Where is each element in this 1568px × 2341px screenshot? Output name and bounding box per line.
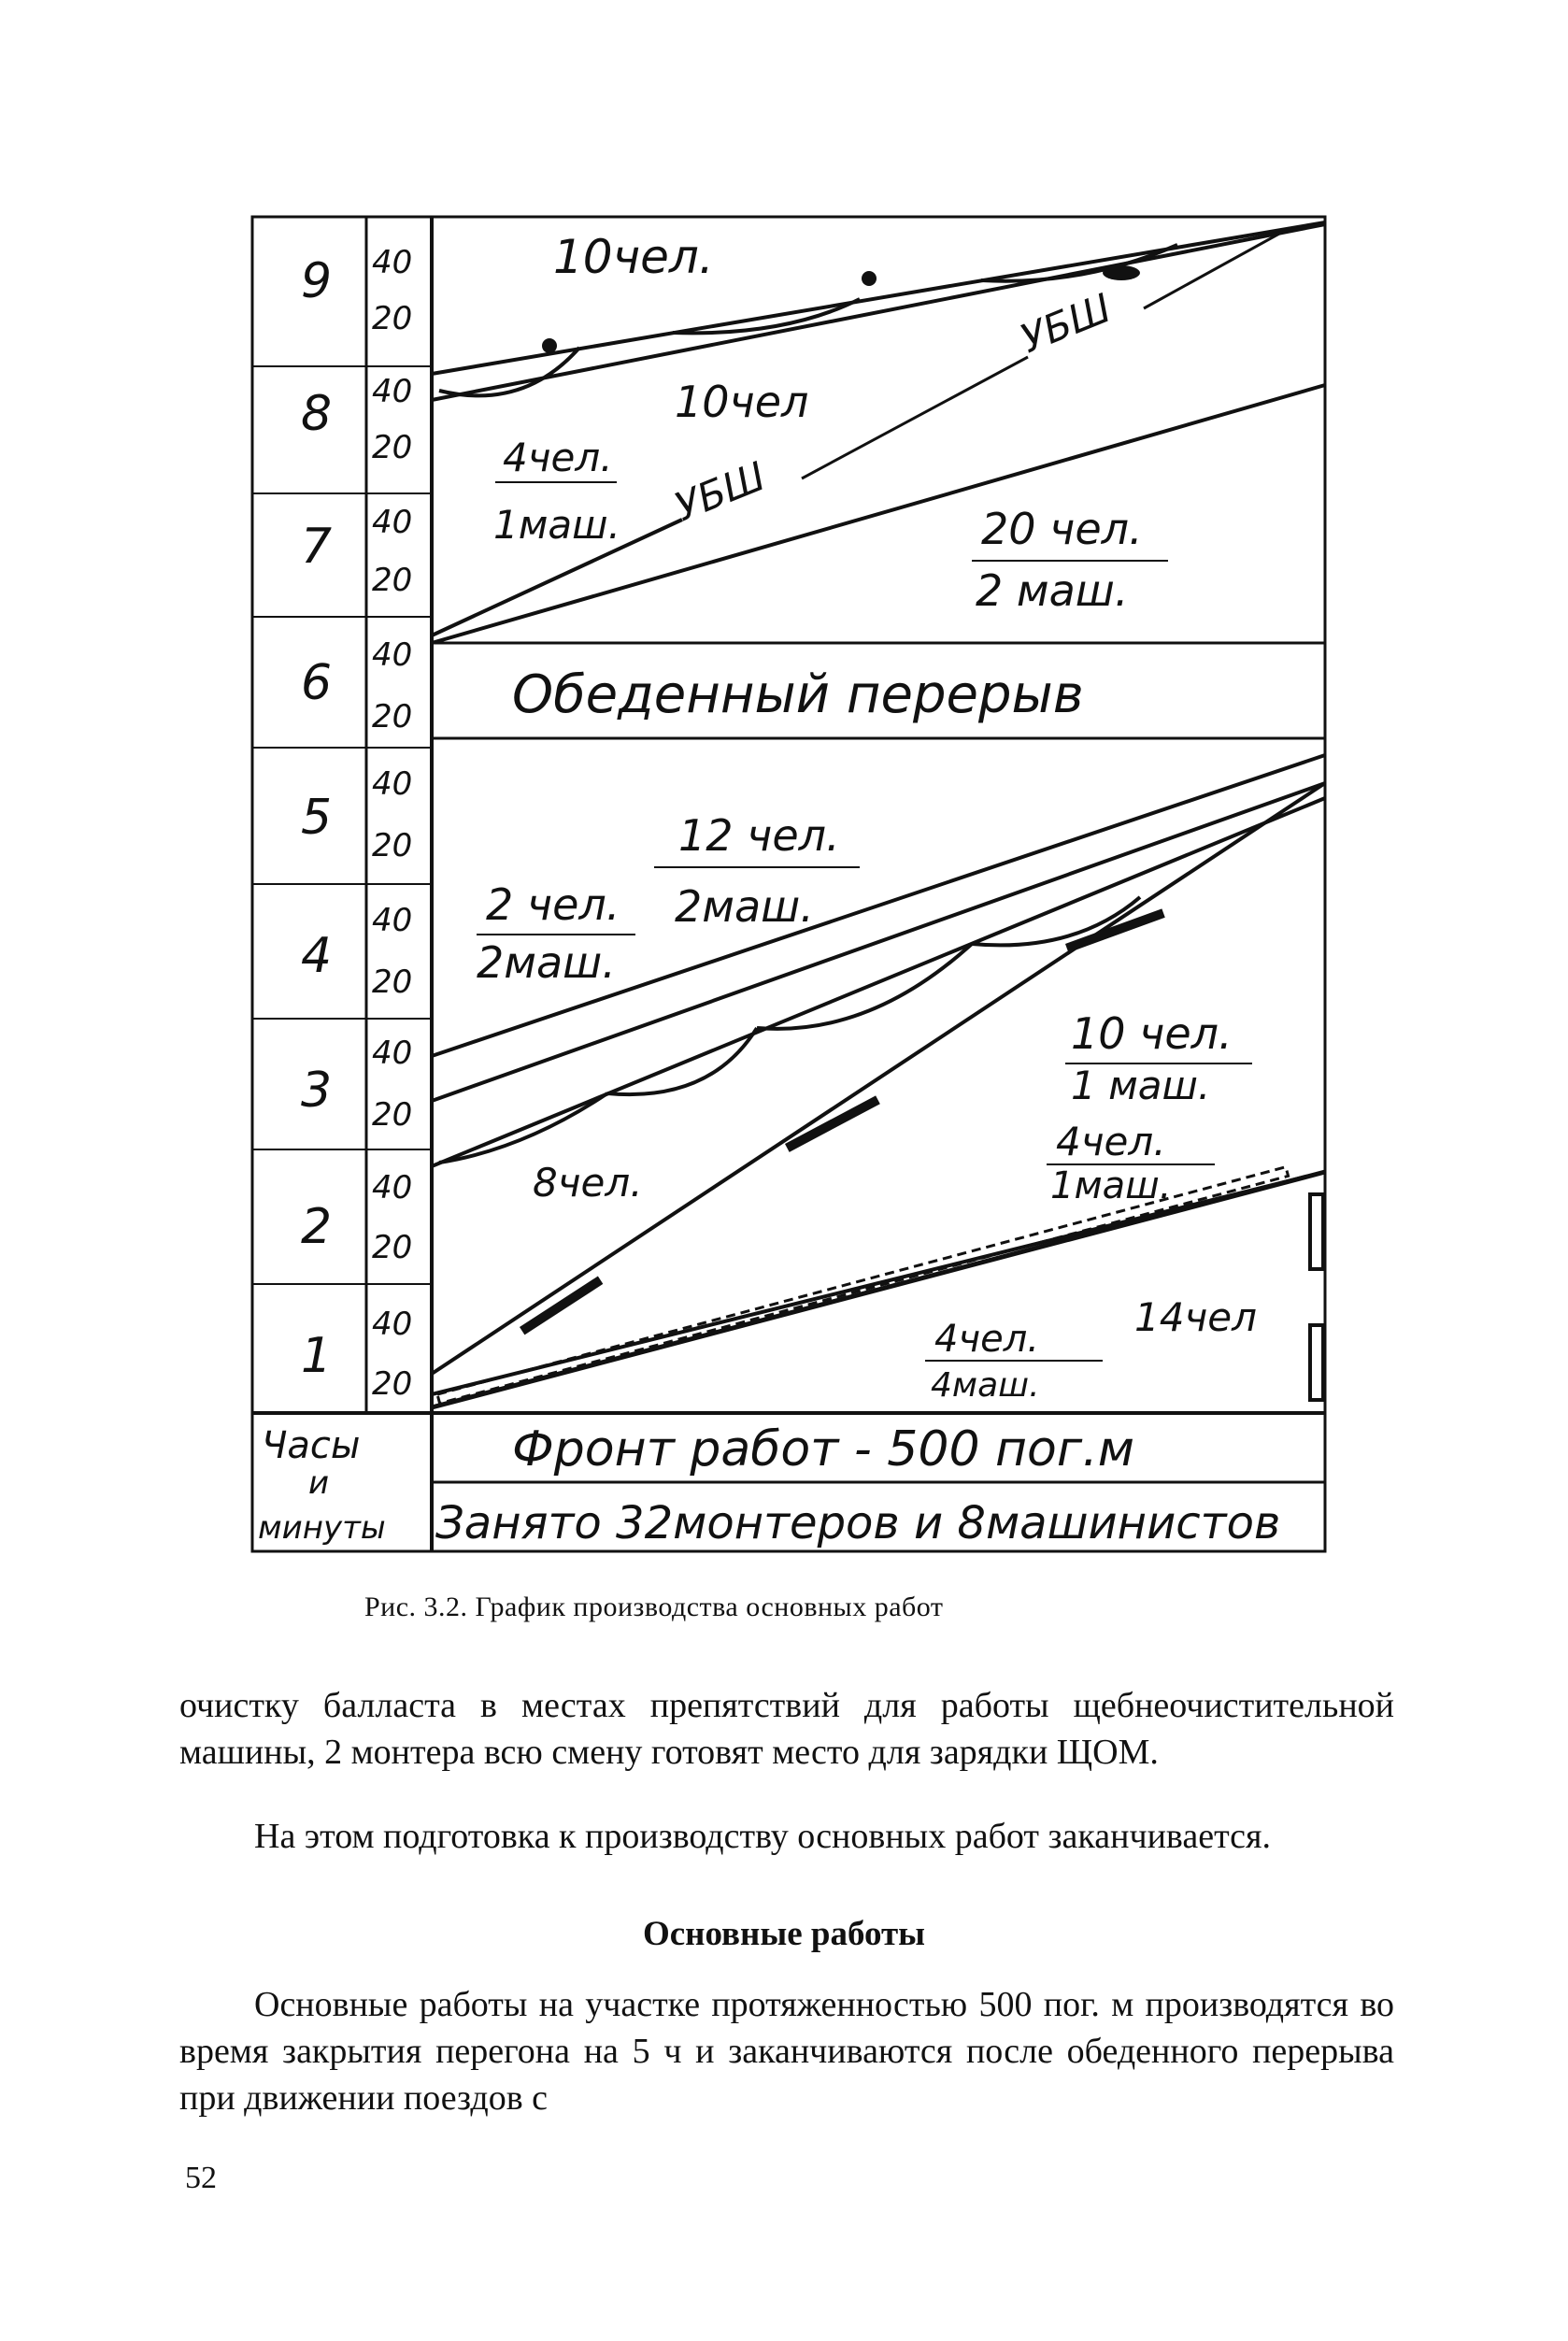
figure-caption: Рис. 3.2. График производства основных работ <box>364 1592 944 1622</box>
progress-line <box>432 1172 1325 1407</box>
label-20-people: 20 чел. <box>981 504 1143 554</box>
section-heading: Основные работы <box>642 1915 926 1953</box>
label-2-people: 2 чел. <box>486 879 620 930</box>
hour-row-1 <box>301 1306 412 1403</box>
label-8-people: 8чел. <box>533 1160 643 1206</box>
label-4-people-c: 4чел. <box>934 1318 1039 1361</box>
label-1-machine-b: 1 маш. <box>1071 1063 1211 1108</box>
corner-label-minutes: минуты <box>258 1509 386 1547</box>
hour-label-3: 3 <box>301 1063 333 1119</box>
staff-count-label: Занято 32монтеров и 8машинистов <box>435 1497 1281 1549</box>
minute-tick-40: 40 <box>372 636 413 674</box>
label-2-machines-c: 2маш. <box>477 937 616 988</box>
hour-row-5 <box>301 765 412 864</box>
hour-label-9: 9 <box>301 253 333 309</box>
corner-label-hours: Часы <box>262 1424 361 1467</box>
hour-row-3 <box>301 1035 412 1134</box>
hour-label-2: 2 <box>301 1199 333 1255</box>
minute-tick-20: 20 <box>372 429 413 466</box>
minute-tick-20: 20 <box>372 1096 413 1134</box>
minute-tick-20: 20 <box>372 1229 413 1266</box>
minute-tick-40: 40 <box>372 373 413 410</box>
minute-tick-40: 40 <box>372 1035 413 1072</box>
minute-tick-40: 40 <box>372 1169 413 1206</box>
hour-label-5: 5 <box>301 790 333 846</box>
ubsh-line <box>802 357 1028 478</box>
hour-rows <box>252 244 432 1403</box>
minute-tick-40: 40 <box>372 244 413 281</box>
label-12-people: 12 чел. <box>678 810 840 861</box>
label-4-people-b: 4чел. <box>1056 1119 1166 1164</box>
corner-label-and: и <box>308 1464 330 1502</box>
minute-tick-20: 20 <box>372 964 413 1001</box>
minute-tick-40: 40 <box>372 765 413 803</box>
minute-tick-40: 40 <box>372 504 413 541</box>
hour-label-4: 4 <box>301 928 333 984</box>
hour-label-1: 1 <box>301 1328 333 1384</box>
label-1-machine-c: 1маш. <box>1050 1164 1172 1207</box>
hour-row-2 <box>301 1169 412 1266</box>
hour-label-6: 6 <box>301 655 333 711</box>
label-1-machine: 1маш. <box>493 502 620 548</box>
minute-tick-40: 40 <box>372 902 413 939</box>
hour-row-8 <box>301 373 412 466</box>
equipment-bracket <box>1310 1325 1323 1400</box>
label-ubsh: УБШ <box>1014 284 1118 363</box>
label-4-machines: 4маш. <box>931 1366 1040 1405</box>
page-number: 52 <box>185 2161 217 2195</box>
label-ubsh: УБШ <box>668 452 772 531</box>
paragraph-ballast-cleaning: очистку балласта в местах препятствий для работы щебнеочистительной машины, 2 монтера всю смену готовят место для зарядки ЩОМ. <box>179 1686 1394 1772</box>
label-10-people-low: 10 чел. <box>1071 1008 1233 1059</box>
minute-tick-20: 20 <box>372 1365 413 1403</box>
machine-marker <box>1103 265 1140 280</box>
hour-row-4 <box>301 902 412 1001</box>
label-4-people: 4чел. <box>503 435 613 480</box>
label-2-machines: 2 маш. <box>976 565 1129 616</box>
minute-tick-20: 20 <box>372 300 413 337</box>
worker-marker <box>862 271 877 286</box>
minute-tick-20: 20 <box>372 562 413 599</box>
equipment-bracket <box>1310 1194 1323 1269</box>
label-10-people-top: 10чел. <box>553 230 714 284</box>
label-14-people: 14чел <box>1134 1294 1257 1340</box>
minute-tick-40: 40 <box>372 1306 413 1343</box>
hour-row-6 <box>301 636 412 735</box>
work-arc <box>439 348 579 395</box>
label-10-people-mid: 10чел <box>675 377 809 427</box>
label-2-machines-b: 2маш. <box>675 881 814 932</box>
hour-label-8: 8 <box>301 386 333 442</box>
paragraph-main-works: Основные работы на участке протяженностью 500 пог. м производятся во время закрытия перегона на 5 ч и заканчиваются после обеденного перерыва при движении поездов с <box>179 1985 1394 2118</box>
hour-label-7: 7 <box>301 519 333 575</box>
hour-row-7 <box>301 504 412 599</box>
minute-tick-20: 20 <box>372 698 413 735</box>
worker-marker <box>542 338 557 353</box>
work-front-label: Фронт работ - 500 пог.м <box>512 1421 1134 1477</box>
machine-marker <box>785 1095 880 1151</box>
minute-tick-20: 20 <box>372 827 413 864</box>
upper-schedule-lines <box>432 222 1325 643</box>
lunch-break-label: Обеденный перерыв <box>512 664 1084 725</box>
hour-row-9 <box>301 244 412 337</box>
paragraph-preparation-end: На этом подготовка к производству основных работ заканчивается. <box>254 1817 1272 1856</box>
